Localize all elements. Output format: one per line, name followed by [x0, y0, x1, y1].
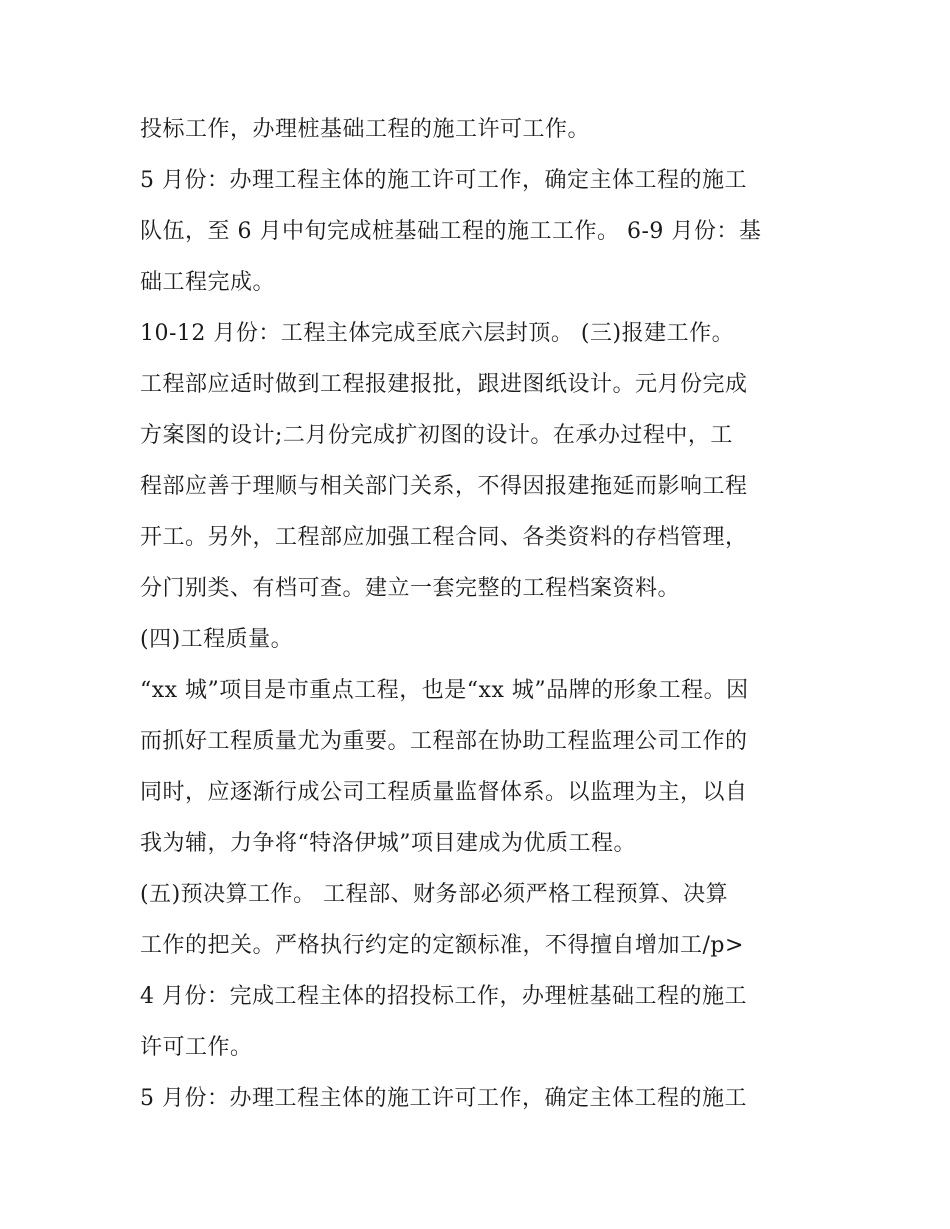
text-line: 工作的把关。严格执行约定的定额标准，不得擅自增加工/p>: [140, 933, 744, 958]
text-line: 同时，应逐渐行成公司工程质量监督体系。以监理为主，以自: [140, 780, 748, 805]
text-line: 队伍，至 6 月中旬完成桩基础工程的施工工作。 6-9 月份：基: [140, 219, 762, 244]
document-body: [140, 104, 830, 1124]
section-heading: (四)工程质量。: [140, 627, 294, 652]
text-line: 础工程完成。: [140, 270, 276, 295]
text-line: (五)预决算工作。 工程部、财务部必须严格工程预算、决算: [140, 882, 729, 907]
text-line: “xx 城”项目是市重点工程，也是“xx 城”品牌的形象工程。因: [140, 678, 749, 703]
text-line: 投标工作，办理桩基础工程的施工许可工作。: [140, 117, 591, 142]
text-line: 方案图的设计;二月份完成扩初图的设计。在承办过程中，工: [140, 423, 733, 448]
text-line: 5 月份：办理工程主体的施工许可工作，确定主体工程的施工: [140, 1086, 747, 1111]
text-line: 工程部应适时做到工程报建报批，跟进图纸设计。元月份完成: [140, 372, 748, 397]
text-line: 10-12 月份：工程主体完成至底六层封顶。 (三)报建工作。: [140, 321, 735, 346]
text-line: 开工。另外，工程部应加强工程合同、各类资料的存档管理，: [140, 525, 748, 550]
text-line: 5 月份：办理工程主体的施工许可工作，确定主体工程的施工: [140, 168, 747, 193]
text-line: 我为辅，力争将“特洛伊城”项目建成为优质工程。: [140, 831, 636, 856]
text-line: 4 月份：完成工程主体的招投标工作，办理桩基础工程的施工: [140, 984, 747, 1009]
text-line: 而抓好工程质量尤为重要。工程部在协助工程监理公司工作的: [140, 729, 748, 754]
text-line: 许可工作。: [140, 1035, 253, 1060]
text-line: 程部应善于理顺与相关部门关系，不得因报建拖延而影响工程: [140, 474, 748, 499]
text-line: 分门别类、有档可查。建立一套完整的工程档案资料。: [140, 576, 681, 601]
